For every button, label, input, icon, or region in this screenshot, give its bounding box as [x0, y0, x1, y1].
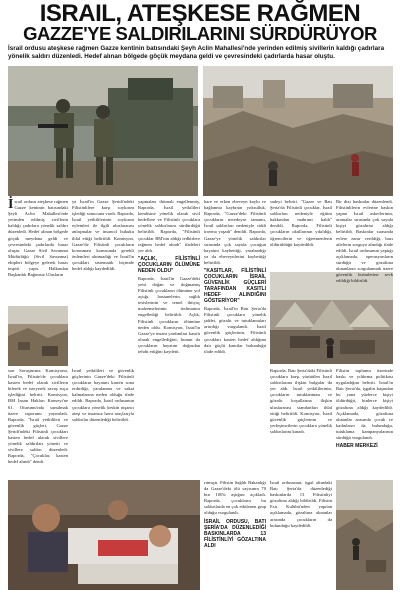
- article-column-2b: [72, 368, 134, 476]
- byline: HABER MERKEZİ: [336, 443, 378, 450]
- col5b-text-2: İsrail ordusunun, işgal altındaki Batı Şeria'da düzenlediği baskınlarda 13 Filistinliyi gözaltına aldığı bildirildi. Filistin Esir Kulübü'nden yapılan açıklamada, gözaltına alınanlar arasında çocukların da bulunduğu kaydedildi.: [270, 480, 332, 528]
- col5-text: sadeyi belirtti. "Gazze ve Batı Şeria'da Filistinli çocuklar, İsrail saldırıları nedeniyle eğitim hakkından mahrum kaldı" denildi. Raporda, Filistinli çocukların okullarının yıkıldığı, öğrencilerin ve öğretmenlerin öldürüldüğü kaydedildi.: [270, 199, 332, 247]
- col6b-text: Filistin toplumu üzerinde baskı ve yıldırma politikası uyguladığını belirtti. İsrail'in Batı Şeria'da, işgalin başından bu yana yüzlerce kişiyi öldürdüğü, binlerce kişiyi gözaltına aldığı kaydedildi. Açıklamada, gözaltına alınanlar arasında çocuk ve kadınların da bulunduğu, tutuklama kampanyalarının sürdüğü vurgulandı.: [336, 368, 393, 441]
- article-column-5: [270, 199, 332, 269]
- col4-subheading: "KASITLAR, FİLİSTİNLİ ÇOCUKLARIN İSRAİL GÜVENLİK GÜÇLERİ TARAFINDAN KASITLI HEDEF ALINDIĞINI GÖSTERİYOR": [204, 268, 266, 305]
- photo-tents: [270, 272, 393, 364]
- photo-soldiers: [8, 66, 198, 196]
- article-column-1b: [8, 368, 68, 476]
- headline-line-2: GAZZE'YE SALDIRILARINI SÜRDÜRÜYOR: [23, 23, 377, 44]
- col2-text: ya İsrail'in Gazze Şeridi'ndeki Filistinlilere karşı soykırım işlediği sonucuna vardı. Raporda, İsrail yetkililerinin soykırım eylemleri ile ilgili uluslararası anlaşmalar ve insancıl hukuku ihlal ettiği belirtildi. Komisyon, Gazze'de Filistinli çocukların korunması konusunda gerekli önlemleri alınmadığı ve İsrail'in çocukları sistematik biçimde hedef aldığı kaydedildi.: [72, 199, 134, 272]
- article-column-lower-1: [204, 480, 266, 590]
- col5-text-2: Raporda, Batı Şeria'daki Filistinli çocuklara karşı yürütülen İsrail saldırılarına ilişkin bulgular da yer aldı. İsrail yetkililerinin, çocukların tutuklanması ve gözaltı koşullarına ilişkin uluslararası standartları ihlal ettiği belirtildi. Komisyon, İsrail güvenlik güçlerinin ve yerleşimcilerin çocuklara yönelik saldırılarını kınadı.: [270, 368, 332, 434]
- article-column-lower-2: [270, 480, 332, 590]
- col5b-text: rıtmıştı. Filistin Sağlık Bakanlığı da Gazze'deki ölü sayısının 70 bin 100'ü aştığını açıkladı. Raporda, çocukların bu saldırılarda en çok etkilenen grup olduğu vurgulandı.: [204, 480, 266, 516]
- col4-text-2: Raporda, İsrail'in Batı Şeria'da Filistinli çocuklara yönelik şiddet, gözaltı ve tutuklamaları artırdığı vurgulandı. İsrail güvenlik güçlerinin, Filistinli çocukları kasten hedef aldığına dair güçlü kanıtlar bulunduğu ifade edildi.: [204, 306, 266, 354]
- photo-ruins-left: [8, 306, 68, 366]
- col3-subheading: "AÇLIK, FİLİSTİNLİ ÇOCUKLARIN ÖLÜMÜNE NEDEN OLDU": [138, 255, 200, 274]
- col1-text: srail ordusu ateşkese rağmen Gazze kentinin batısındaki Şeyh Aclin Mahallesi'nde yerinden edilmiş sivillerin kaldığı çadırlara yönelik saldırı düzenledi. Hedef alınan bölgede göçük meydana geldi ve çevresindeki çadırlarda hasar oluştu. Gazze Sivil Savunma Müdürlüğü (Sivil Savunma) ekipleri bölgeye gelerek hasar tespiti yaptı. Halkından Başkanlık Bağımsız Ulusların: [8, 199, 68, 278]
- article-column-5b: [270, 368, 332, 476]
- col2b-text: İsrail yetkilileri ve güvenlik güçlerinin Gazze'deki Filistinli çocukların hayatını kasten sona erdirdiği, yaralanma ve sakat kalmalarına neden olduğu ifade edildi. Raporda, İsrail ordusunun çocuklara yönelik keskin nişancı ateşi ve insansız hava araçlarıyla saldırılar düzenlediği belirtildi.: [72, 368, 134, 422]
- col1b-text: son Soruşturma Komisyonu, İsrail'in, Filistin'de çocuklara kasten hedef olarak sivillerin bilerek ve isteyerek savaş suçu işlediğini belirtti. Komisyon, BM İnsan Hakları Konseyi'ne 61. Oturumu'nda sunulmak üzere raporunu yayımladı. Raporda, "İsrail yetkilileri ve güvenlik güçleri, Gazze Şeridi'ndeki Filistinli çocukları kasten hedef alarak sivillere yönelik saldırıları yönetti ve sivillere saldırı düzenledi. Raporda, "Çocuklar, kasten hedef alındı" dendi.: [8, 368, 68, 465]
- article-column-4: [204, 199, 266, 476]
- col3-text-2: Raporda, İsrail'in Gazze'deki yeni doğan ve doğmamış Filistinli çocukların ölümüne yol açtığı, hastanelerin, sağlık tesislerinin ve temel ihtiyaç malzemelerinin teslimatını engellediği belirtildi. Açlık, Filistinli çocukların ölümüne neden oldu. Komisyon, İsrail'in Gazze'ye insani yardımları kasıtlı olarak engellediğini, bunun da çocukların hayatını doğrudan tehdit ettiğini kaydetti.: [138, 275, 200, 354]
- col6-text: Bir dizi baskınlar düzenlendi. Filistinlilerin evlerine baskın yapan İsrail askerlerinin, aramalar sırasında çok sayıda kişiyi gözaltına aldığı belirtildi. Baskınlar sırasında evlere zarar verildiği, bazı ailelerin sorguya alındığı ifade edildi. İsrail ordusunun yaptığı açıklamada, operasyonların sürdüğü ve gözaltına alınanların sorgulanmak üzere güvenlik birimlerine sevk edildiği bildirildi.: [336, 199, 393, 284]
- dropcap: İ: [8, 197, 14, 212]
- photo-wounded-child: [8, 480, 200, 590]
- article-column-right-lower: [336, 368, 393, 476]
- headline-line-1: ISRAIL, ATEŞKESE RAĞMEN: [39, 0, 361, 27]
- article-column-2: [72, 199, 134, 365]
- col5b-subheading: İSRAİL ORDUSU, BATI ŞERİA'DA DÜZENLEDİĞİ BASKINLARDA 13 FİLİSTİNLİYİ GÖZALTINA ALDI: [204, 518, 266, 549]
- photo-rubble-top: [203, 66, 393, 196]
- article-column-3: [138, 199, 200, 476]
- lead-paragraph: İsrail ordusu ateşkese rağmen Gazze kentinin batısındaki Şeyh Aclin Mahallesi'nde yerinden edilmiş sivillerin kaldığı çadırlara yönelik saldırı düzenledi. Hedef alınan bölgede göçük meydana geldi ve çevresindeki çadırlarda hasar oluştu.: [8, 45, 385, 60]
- col3-text: yapmaları ihtimali engellenmiş, Raporda, İsrail yetkilileri kendisine yönelik olarak sivil hedeflere ve Filistinli çocuklara yönelik saldırılarını sürdürdüğü belirtildi. Raporda, "Filistinli çocuklar BM'nin aldığı tedbirlere rağmen hedef alındı" ifadeleri yer aldı.: [138, 199, 200, 253]
- col4-text: hare ve erken ebeveyn kaybı ve bağlanma kaybının yoksulluk, Raporda, "Gazze'deki Filistinli çocukların neredeyse tamamı, İsrail saldırıları nedeniyle ciddi travma yaşadı" denildi. Raporda, Gazze'ye yönelik saldırılar sırasında çok sayıda çocuğun hayatını kaybettiği, yaralandığı ya da ebeveynlerini kaybettiği belirtildi.: [204, 199, 266, 265]
- article-column-6: [336, 199, 393, 284]
- photo-rubble-bottom: [336, 480, 393, 590]
- article-column-1: [8, 199, 68, 305]
